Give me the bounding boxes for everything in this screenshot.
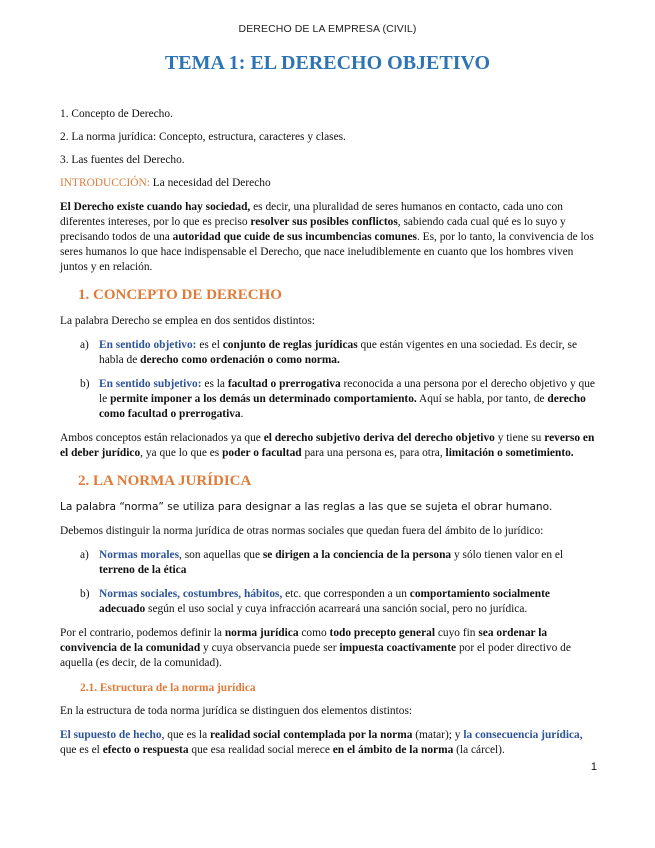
section-1-lead: La palabra Derecho se emplea en dos sentidos distintos: — [60, 315, 315, 327]
list-item — [60, 548, 598, 578]
emphasis: en el ámbito de la norma — [332, 744, 454, 756]
section-2-lead: Debemos distinguir la norma jurídica de otras normas sociales que quedan fuera del ámbito de lo jurídico: — [60, 525, 544, 537]
text-run: , ya que lo que es — [140, 447, 223, 459]
document-body — [60, 107, 598, 767]
term: Normas morales — [99, 549, 180, 561]
page-title: TEMA 1: EL DERECHO OBJETIVO — [164, 52, 491, 74]
text-run: es el — [196, 339, 223, 351]
section-1-closing — [60, 431, 598, 461]
emphasis: terreno de la ética — [99, 564, 187, 576]
list-marker: b) — [80, 378, 90, 390]
term: El supuesto de hecho — [60, 729, 162, 741]
intro-subtitle: La necesidad del Derecho — [149, 177, 271, 189]
emphasis: se dirigen a la conciencia de la persona — [262, 549, 452, 561]
text-run: reconocida a una persona por el derecho objetivo y que le — [99, 378, 595, 405]
list-item — [60, 587, 598, 617]
text-run: Ambos conceptos están relacionados ya que — [60, 432, 264, 444]
text-run: Aquí se habla, por tanto, de — [416, 393, 548, 405]
toc-item: 1. Concepto de Derecho. — [60, 108, 173, 120]
text-run: que están vigentes en una sociedad. Es decir, se habla de — [99, 339, 578, 366]
emphasis: todo precepto general — [329, 627, 435, 639]
text-run: y sólo tienen valor en el — [451, 549, 564, 561]
page-number: 1 — [590, 761, 597, 773]
handwritten-note: La palabra “norma” se utiliza para designar a las reglas a las que se sujeta el obrar humano. — [60, 501, 553, 513]
toc-item: 2. La norma jurídica: Concepto, estructura, caracteres y clases. — [60, 131, 346, 143]
emphasis: El Derecho existe cuando hay sociedad, — [60, 201, 251, 213]
list-marker: a) — [80, 339, 89, 351]
text-run: (matar); y — [412, 729, 464, 741]
intro-label: INTRODUCCIÓN: — [60, 177, 150, 189]
text-run: según el uso social y cuya infracción acarreará una sanción social, pero no jurídica. — [145, 603, 528, 615]
emphasis: comportamiento socialmente adecuado — [99, 588, 550, 615]
section-2-heading: 2. LA NORMA JURÍDICA — [78, 473, 252, 489]
emphasis: norma jurídica — [224, 627, 299, 639]
text-run: que es el — [60, 744, 103, 756]
emphasis: sea ordenar la convivencia de la comunidad — [60, 627, 548, 654]
text-run: como — [298, 627, 330, 639]
section-2-closing — [60, 626, 598, 671]
table-of-contents — [60, 107, 598, 168]
text-run: que esa realidad social merece — [188, 744, 333, 756]
text-run: etc. que corresponden a un — [282, 588, 410, 600]
text-run: y tiene su — [494, 432, 545, 444]
text-run: , sabiendo cada cual qué es lo suyo y precisando todos de una — [60, 216, 566, 243]
text-run: para una persona es, para otra, — [301, 447, 446, 459]
toc-item: 3. Las fuentes del Derecho. — [60, 154, 185, 166]
section-2-1-lead: En la estructura de toda norma jurídica se distinguen dos elementos distintos: — [60, 705, 413, 717]
emphasis: conjunto de reglas jurídicas — [222, 339, 358, 351]
term: la consecuencia jurídica, — [463, 729, 583, 741]
section-2-1-paragraph — [60, 728, 598, 758]
emphasis: reverso en el deber jurídico — [60, 432, 595, 459]
text-run: , que es la — [161, 729, 210, 741]
emphasis: limitación o sometimiento. — [445, 447, 574, 459]
list-item — [60, 338, 598, 368]
text-run: , son aquellas que — [179, 549, 263, 561]
emphasis: realidad social contemplada por la norma — [210, 729, 413, 741]
text-run: cuyo fin — [435, 627, 479, 639]
emphasis: poder o facultad — [222, 447, 302, 459]
section-1-heading: 1. CONCEPTO DE DERECHO — [78, 287, 282, 303]
emphasis: derecho como ordenación o como norma. — [140, 354, 340, 366]
emphasis: resolver sus posibles conflictos — [250, 216, 398, 228]
term: Normas sociales, costumbres, hábitos, — [99, 588, 283, 600]
list-marker: a) — [80, 549, 89, 561]
emphasis: autoridad que cuide de sus incumbencias comunes — [172, 231, 417, 243]
emphasis: efecto o respuesta — [102, 744, 189, 756]
emphasis: permite imponer a los demás un determinado comportamiento. — [110, 393, 417, 405]
list-item — [60, 377, 598, 422]
term: En sentido subjetivo: — [99, 378, 202, 390]
intro-paragraph — [60, 200, 598, 275]
emphasis: derecho como facultad o prerrogativa — [99, 393, 586, 420]
text-run: Por el contrario, podemos definir la — [60, 627, 225, 639]
emphasis: impuesta coactivamente — [339, 642, 457, 654]
list-marker: b) — [80, 588, 90, 600]
text-run: es decir, una pluralidad de seres humanos en contacto, cada uno con diferentes intereses, por lo que es preciso — [60, 201, 563, 228]
text-run: . — [240, 408, 244, 420]
text-run: (la cárcel). — [453, 744, 505, 756]
text-run: es la — [201, 378, 228, 390]
term: En sentido objetivo: — [99, 339, 197, 351]
text-run: . Es, por lo tanto, la convivencia de los seres humanos lo que hace indispensable el Derecho, que nace ineludiblemente en cuanto que los hombres viven juntos y en relación. — [60, 231, 594, 273]
emphasis: facultad o prerrogativa — [227, 378, 341, 390]
section-2-1-heading: 2.1. Estructura de la norma jurídica — [80, 682, 256, 694]
text-run: por el poder directivo de aquella (es decir, de la comunidad). — [60, 642, 571, 669]
running-header: DERECHO DE LA EMPRESA (CIVIL) — [238, 23, 417, 35]
emphasis: el derecho subjetivo deriva del derecho objetivo — [263, 432, 495, 444]
intro-heading — [60, 176, 598, 191]
text-run: y cuya observancia puede ser — [200, 642, 340, 654]
